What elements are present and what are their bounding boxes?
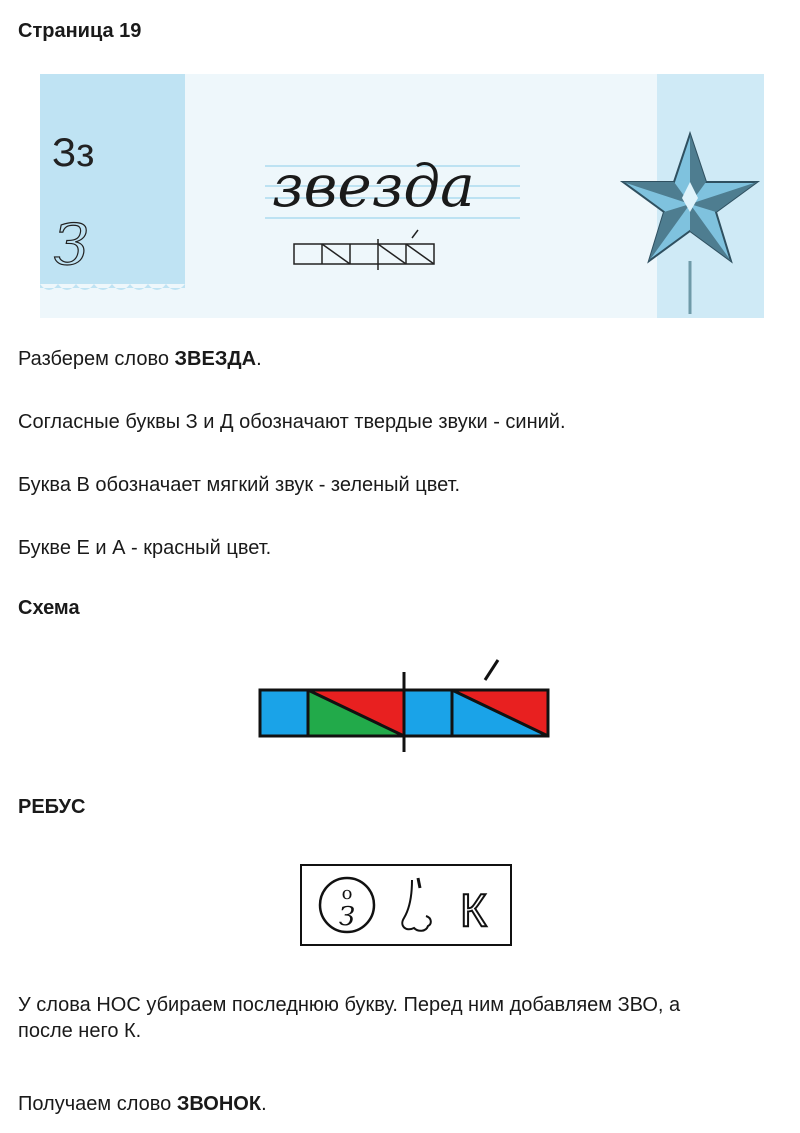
rebus-circle-letter: З [338, 902, 356, 932]
paragraph-answer: Получаем слово ЗВОНОК. [18, 1093, 267, 1115]
stress-mark [485, 660, 498, 680]
scheme-cell-d [404, 690, 452, 736]
textbook-illustration [40, 74, 764, 318]
letter-script: З [54, 213, 89, 278]
paragraph-soft-sound: Буква В обозначает мягкий звук - зеленый цвет. [18, 474, 461, 496]
word-script: звезда [272, 152, 475, 220]
paragraph-word: Разберем слово ЗВЕЗДА. [18, 348, 262, 370]
svg-text:о: о [341, 883, 353, 904]
page-title: Страница 19 [18, 20, 142, 42]
sound-scheme [250, 650, 560, 760]
scheme-heading: Схема [18, 597, 80, 619]
rebus-heading: РЕБУС [18, 796, 86, 818]
rebus-picture [300, 864, 512, 946]
letter-print: Зз [52, 131, 95, 175]
rebus-letter: К [460, 884, 487, 936]
paragraph-consonants: Согласные буквы З и Д обозначают твердые звуки - синий. [18, 411, 566, 433]
paragraph-rebus-explanation: У слова НОС убираем последнюю букву. Перед ним добавляем ЗВО, а после него К. [18, 994, 681, 1042]
paragraph-vowels: Букве Е и А - красный цвет. [18, 537, 272, 559]
scheme-cell-z [260, 690, 308, 736]
